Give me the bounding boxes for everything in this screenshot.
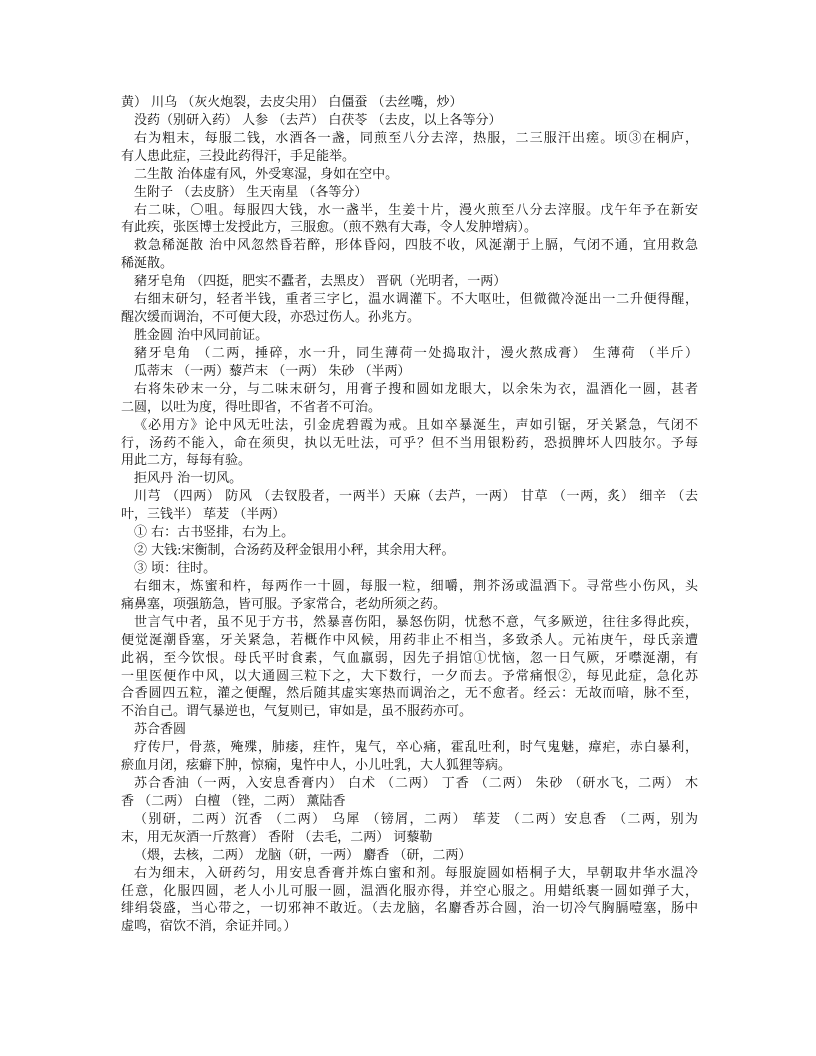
- text-line: 拒风丹 治一切风。: [134, 471, 243, 487]
- text-line: 川芎 （四两） 防风 （去钗股者，一两半）天麻（去芦，一两） 甘草 （一两，炙） 细辛 （去: [134, 489, 698, 505]
- text-line: 绯绢袋盛，当心带之，一切邪神不敢近。（去龙脑，名麝香苏合圆，治一切冷气胸膈噎塞，肠中: [121, 901, 698, 917]
- text-line: 用此二方，每每有验。: [121, 453, 252, 469]
- text-line: 右二味，〇咀。每服四大钱，水一盏半，生姜十片，漫火煎至八分去滓服。戊午年予在新安: [134, 202, 698, 218]
- text-line: 不治自己。谓气暴逆也，气复则已，审如是，虽不服药亦可。: [121, 704, 473, 720]
- text-line: 右为细末，入研药匀，用安息香膏并炼白蜜和剂。每服旋圆如梧桐子大，早朝取井华水温冷: [134, 865, 698, 881]
- text-line: 二生散 治体虚有风，外受寒湿，身如在空中。: [134, 166, 399, 182]
- text-line: 疗传尸，骨蒸，殗殜，肺痿，疰忤，鬼气，卒心痛，霍乱吐利，时气鬼魅，瘴疟，赤白暴利，: [134, 740, 698, 756]
- text-line: 胜金圆 治中风同前证。: [134, 327, 269, 343]
- text-line: 豬牙皂角 （二两，捶碎，水一升，同生薄荷一处捣取汁，漫火熬成膏） 生薄荷 （半斤）: [134, 345, 698, 361]
- text-line: 香 （二两） 白檀 （锉，二两） 薰陆香: [121, 793, 346, 809]
- text-line: 苏合香圆: [134, 722, 187, 738]
- text-line: 任意，化服四圆，老人小儿可服一圆，温酒化服亦得，并空心服之。用蜡纸裹一圆如弹子大，: [121, 883, 698, 899]
- text-line: 有此疾，张医博士发授此方，三服愈。（煎不熟有大毒，令人发肿增病）。: [121, 220, 538, 236]
- text-line: 瓜蒂末 （一两）藜芦末 （一两） 朱砂 （半两）: [134, 363, 411, 379]
- text-line: 没药（别研入药） 人参 （去芦） 白茯苓 （去皮，以上各等分）: [134, 112, 502, 128]
- text-line: （别研，二两）沉香 （二两） 乌犀 （镑屑，二两） 荜茇 （二两）安息香 （二两，别为: [134, 811, 698, 827]
- text-line: 《必用方》论中风无吐法，引金虎碧霞为戒。且如卒暴涎生，声如引锯，牙关紧急，气闭不: [134, 417, 698, 433]
- text-line: ③ 顷：往时。: [134, 560, 217, 576]
- text-line: 痛鼻塞，项强筋急，皆可服。予家常合，老幼所须之药。: [121, 596, 447, 612]
- text-line: 醒次缓而调治，不可便大段，亦恐过伤人。孙兆方。: [121, 310, 421, 326]
- text-line: 稀涎散。: [121, 256, 174, 272]
- text-line: 二圆，以吐为度，得吐即省，不省者不可治。: [121, 399, 382, 415]
- text-line: 生附子 （去皮脐） 生天南星 （各等分）: [134, 184, 368, 200]
- text-line: 便觉涎潮昏塞，牙关紧急，若概作中风候，用药非止不相当，多致杀人。元祐庚午，母氏亲遭: [121, 632, 698, 648]
- text-line: 瘀血月闭，痃癖下肿，惊痫，鬼忤中人，小儿吐乳，大人狐狸等病。: [121, 758, 512, 774]
- document-page: [121, 94, 698, 936]
- text-line: 世言气中者，虽不见于方书，然暴喜伤阳，暴怒伤阴，忧愁不意，气多厥逆，往往多得此疾，: [134, 614, 698, 630]
- text-line: 黄） 川乌 （灰火炮裂，去皮尖用） 白僵蚕 （去丝嘴，炒）: [121, 95, 463, 110]
- text-line: ② 大钱:宋衡制，合汤药及秤金银用小秤，其余用大秤。: [134, 543, 455, 559]
- text-line: 苏合香油（一两，入安息香膏内） 白术 （二两） 丁香 （二两） 朱砂 （研水飞，二两） 木: [134, 776, 698, 792]
- text-line: 一里医便作中风，以大通圆三粒下之，大下数行，一夕而去。予常痛恨②，每见此症，急化苏: [121, 668, 698, 684]
- text-line: 右为粗末，每服二钱，水酒各一盏，同煎至八分去滓，热服，二三服汗出瘥。顷③在桐庐，: [134, 130, 698, 146]
- text-line: 行，汤药不能入，命在须臾，执以无吐法，可乎？但不当用银粉药，恐损脾坏人四肢尔。予每: [121, 435, 698, 451]
- text-line: 有人患此症，三投此药得汗，手足能举。: [121, 148, 356, 164]
- text-line: 救急稀涎散 治中风忽然昏若醉，形体昏闷，四肢不收，风涎潮于上膈，气闭不通，宜用救急: [134, 238, 698, 254]
- text-line: 合香圆四五粒，灌之便醒，然后随其虚实寒热而调治之，无不愈者。经云：无故而喑，脉不至，: [121, 686, 698, 702]
- text-line: 末，用无灰酒一斤熬膏） 香附 （去毛，二两） 诃藜勒: [121, 829, 433, 845]
- text-line: ① 右：古书竖排，右为上。: [134, 525, 295, 541]
- text-line: 右将朱砂末一分，与二味末研匀，用膏子搜和圆如龙眼大，以余朱为衣，温酒化一圆，甚者: [134, 381, 698, 397]
- text-line: 豬牙皂角 （四挺，肥实不蠹者，去黑皮） 晋矾（光明者，一两）: [134, 274, 507, 290]
- text-line: 虚鸣，宿饮不消，余证并同。）: [121, 919, 297, 935]
- text-line: 右细末研匀，轻者半钱，重者三字匕，温水调灌下。不大呕吐，但微微冷涎出一二升便得醒，: [134, 292, 698, 308]
- text-line: 右细末，炼蜜和杵，每两作一十圆，每服一粒，细嚼，荆芥汤或温酒下。寻常些小伤风，头: [134, 578, 698, 594]
- text-line: 叶，三钱半） 荜茇 （半两）: [121, 507, 286, 523]
- text-line: 此祸，至今饮恨。母氏平时食素，气血羸弱，因先子捐馆①忧恼，忽一日气厥，牙噤涎潮，有: [121, 650, 698, 666]
- text-line: （煨，去核，二两） 龙脑（研，一两） 麝香 （研，二两）: [134, 847, 472, 863]
